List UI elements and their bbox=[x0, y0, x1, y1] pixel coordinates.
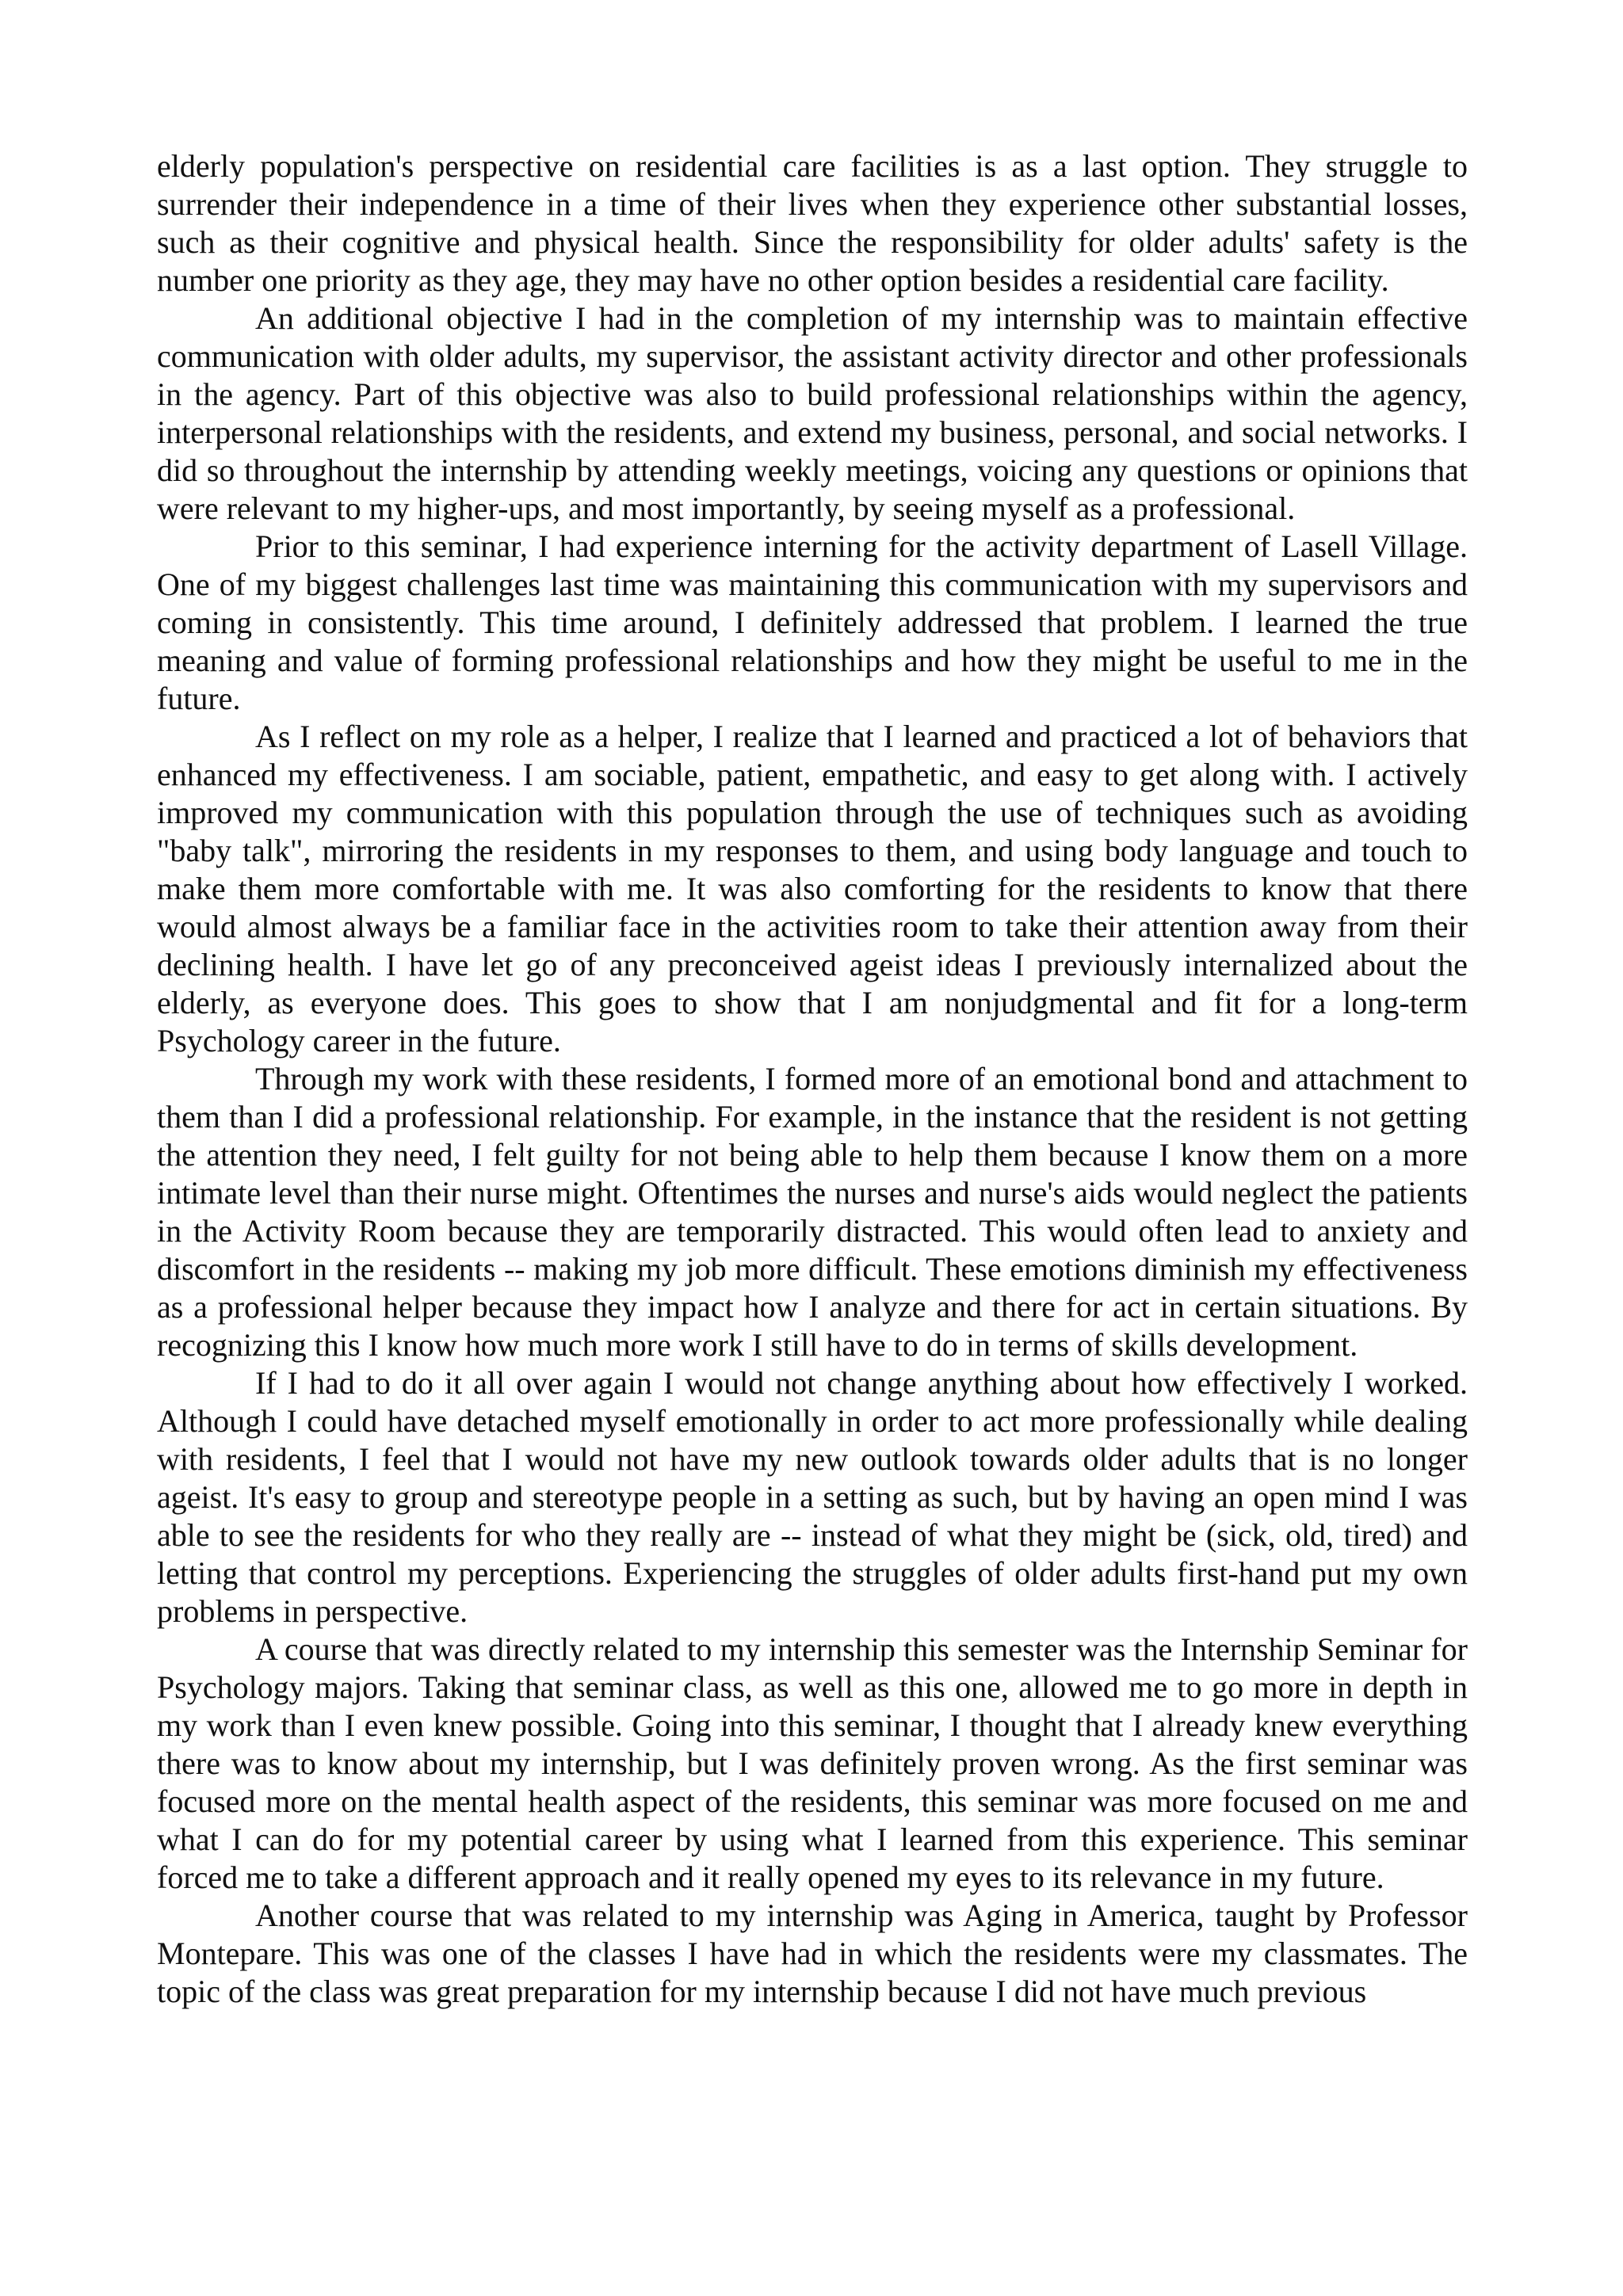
paragraph-1: elderly population's perspective on residential care facilities is as a last option. They struggle to surrender their independence in a time of their lives when they experience other substantial losses, such as their cognitive and physical health. Since the responsibility for older adults' safety is the number one priority as they age, they may have no other option besides a residential care facility. bbox=[157, 148, 1468, 298]
paragraph-2: An additional objective I had in the completion of my internship was to maintain effective communication with older adults, my supervisor, the assistant activity director and other professionals in the agency. Part of this objective was also to build professional relationships within the agency, interpersonal relationships with the residents, and extend my business, personal, and social networks. I did so throughout the internship by attending weekly meetings, voicing any questions or opinions that were relevant to my higher-ups, and most importantly, by seeing myself as a professional. bbox=[157, 300, 1468, 526]
paragraph-8: Another course that was related to my internship was Aging in America, taught by Professor Montepare. This was one of the classes I have had in which the residents were my classmates. The topic of the class was great preparation for my internship because I did not have much previous bbox=[157, 1897, 1468, 2009]
paragraph-6: If I had to do it all over again I would not change anything about how effectively I worked. Although I could have detached myself emotionally in order to act more professionally while dealing with residents, I feel that I would not have my new outlook towards older adults that is no longer ageist. It's easy to group and stereotype people in a setting as such, but by having an open mind I was able to see the residents for who they really are -- instead of what they might be (sick, old, tired) and letting that control my perceptions. Experiencing the struggles of older adults first-hand put my own problems in perspective. bbox=[157, 1365, 1468, 1629]
paragraph-5: Through my work with these residents, I formed more of an emotional bond and attachment to them than I did a professional relationship. For example, in the instance that the resident is not getting the attention they need, I felt guilty for not being able to help them because I know them on a more intimate level than their nurse might. Oftentimes the nurses and nurse's aids would neglect the patients in the Activity Room because they are temporarily distracted. This would often lead to anxiety and discomfort in the residents -- making my job more difficult. These emotions diminish my effectiveness as a professional helper because they impact how I analyze and there for act in certain situations. By recognizing this I know how much more work I still have to do in terms of skills development. bbox=[157, 1061, 1468, 1363]
document-body bbox=[157, 147, 1468, 2011]
paragraph-7: A course that was directly related to my internship this semester was the Internship Seminar for Psychology majors. Taking that seminar class, as well as this one, allowed me to go more in depth in my work than I even knew possible. Going into this seminar, I thought that I already knew everything there was to know about my internship, but I was definitely proven wrong. As the first seminar was focused more on the mental health aspect of the residents, this seminar was more focused on me and what I can do for my potential career by using what I learned from this experience. This seminar forced me to take a different approach and it really opened my eyes to its relevance in my future. bbox=[157, 1631, 1468, 1895]
paragraph-3: Prior to this seminar, I had experience interning for the activity department of Lasell Village. One of my biggest challenges last time was maintaining this communication with my supervisors and coming in consistently. This time around, I definitely addressed that problem. I learned the true meaning and value of forming professional relationships and how they might be useful to me in the future. bbox=[157, 528, 1468, 716]
paragraph-4: As I reflect on my role as a helper, I realize that I learned and practiced a lot of behaviors that enhanced my effectiveness. I am sociable, patient, empathetic, and easy to get along with. I actively improved my communication with this population through the use of techniques such as avoiding "baby talk", mirroring the residents in my responses to them, and using body language and touch to make them more comfortable with me. It was also comforting for the residents to know that there would almost always be a familiar face in the activities room to take their attention away from their declining health. I have let go of any preconceived ageist ideas I previously internalized about the elderly, as everyone does. This goes to show that I am nonjudgmental and fit for a long-term Psychology career in the future. bbox=[157, 719, 1468, 1058]
